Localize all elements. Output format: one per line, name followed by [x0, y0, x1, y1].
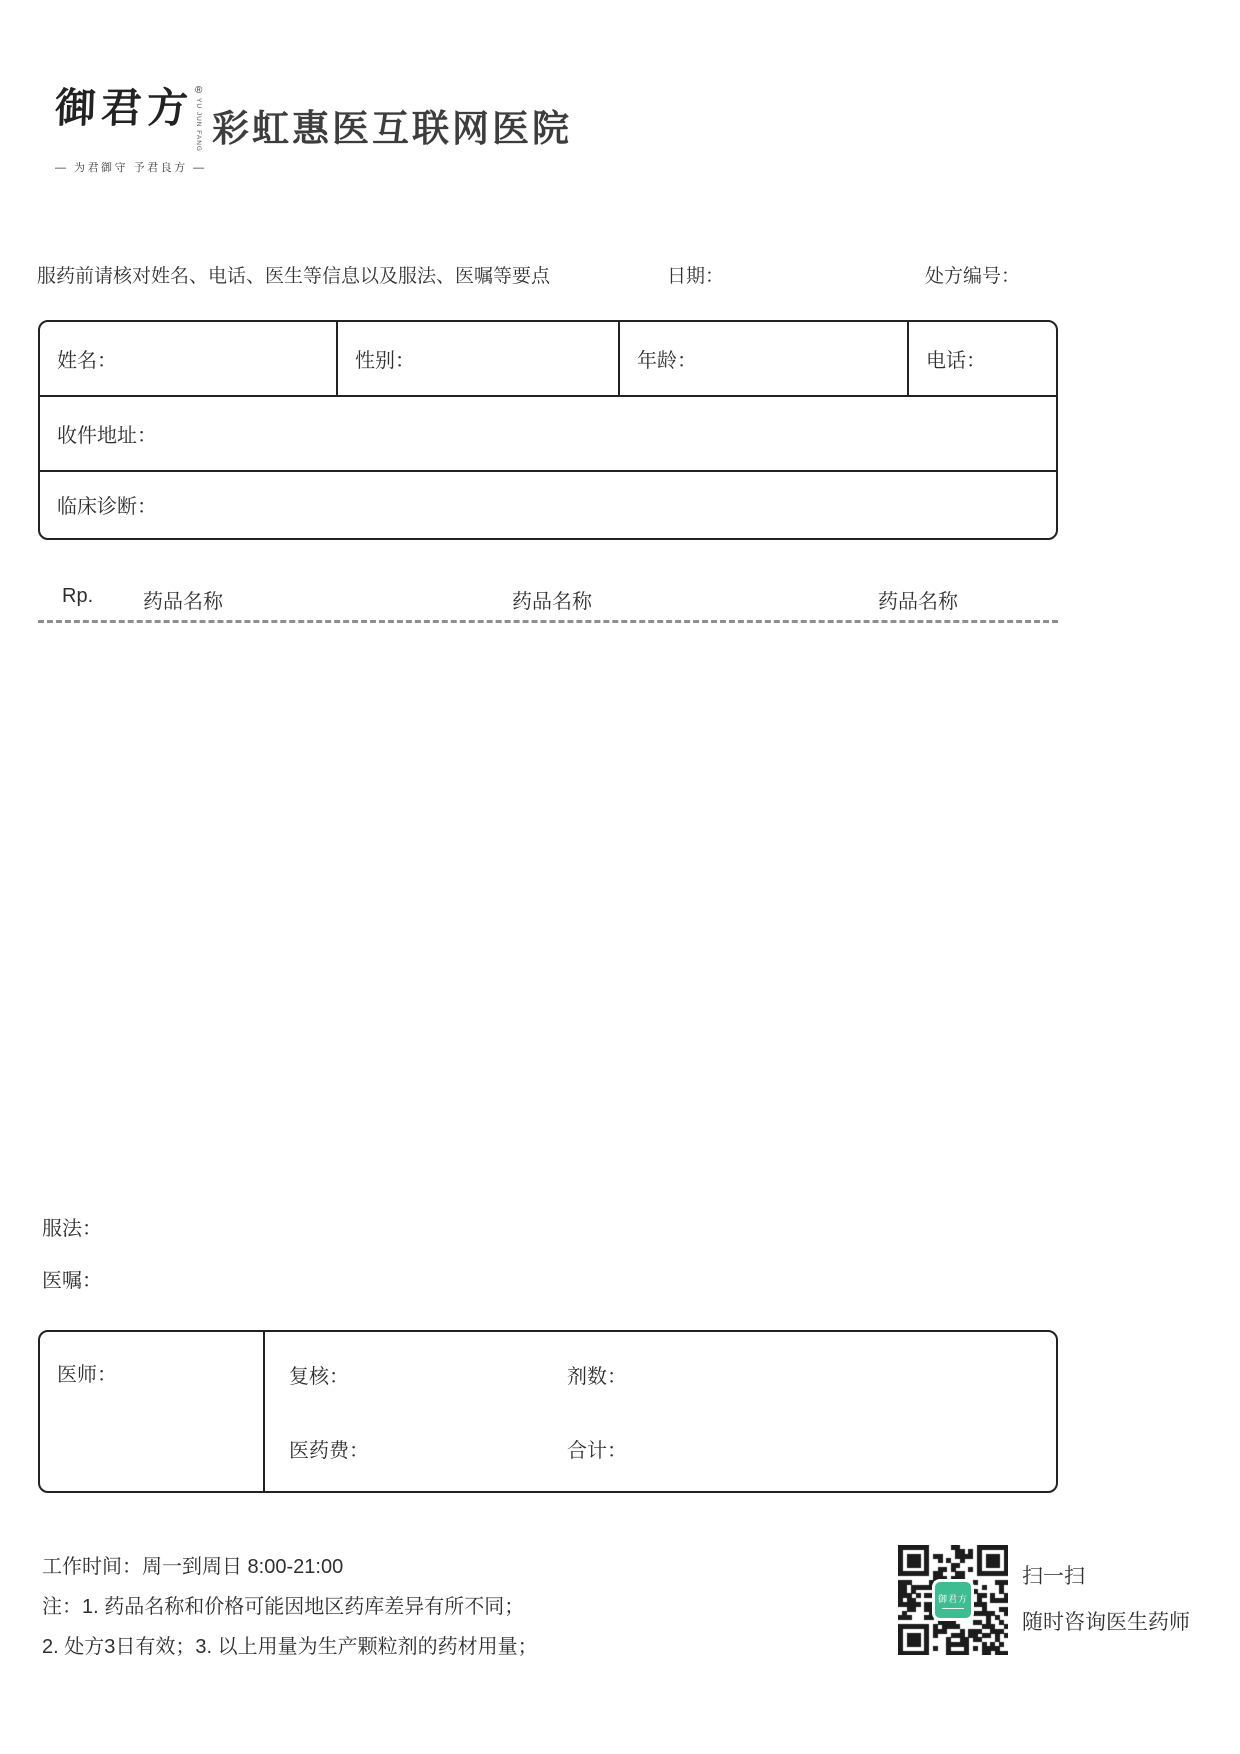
advice-label: 医嘱：	[42, 1270, 102, 1292]
scan-hint-desc: 随时咨询医生药师	[1022, 1611, 1190, 1634]
qr-center-rule	[942, 1608, 964, 1609]
qr-center-logo	[932, 1579, 974, 1621]
phone-field-label: 电话：	[926, 350, 986, 372]
total-field-label: 合计：	[567, 1440, 627, 1462]
scan-hint-title: 扫一扫	[1022, 1565, 1085, 1588]
brand-name-latin: YU JUN FANG	[195, 98, 203, 152]
rp-label: Rp.	[62, 585, 94, 607]
precheck-notice: 服药前请核对姓名、电话、医生等信息以及服法、医嘱等要点	[37, 266, 551, 287]
date-label: 日期：	[667, 266, 725, 287]
address-field-label: 收件地址：	[57, 425, 157, 447]
medicine-fee-field-label: 医药费：	[289, 1440, 369, 1462]
signature-box	[38, 1330, 1058, 1493]
drug-column-header-3: 药品名称	[878, 591, 958, 613]
registered-trademark-icon: ®	[195, 85, 203, 96]
doctor-field-label: 医师：	[57, 1364, 117, 1386]
drug-column-header-1: 药品名称	[143, 591, 223, 613]
qr-center-text: 御君方	[937, 1593, 968, 1604]
gender-field	[336, 322, 618, 395]
note-line-2: 2. 处方3日有效；3. 以上用量为生产颗粒剂的药材用量；	[42, 1636, 538, 1658]
brand-tagline: — 为君御守 予君良方 —	[55, 161, 207, 174]
dose-count-field-label: 剂数：	[567, 1366, 627, 1388]
patient-fields-row	[40, 322, 1056, 397]
patient-info-box	[38, 320, 1058, 540]
work-hours-text: 工作时间：周一到周日 8:00-21:00	[42, 1556, 344, 1578]
review-fee-cell	[265, 1332, 1056, 1491]
age-field-label: 年龄：	[637, 350, 697, 372]
age-field	[618, 322, 907, 395]
name-field-label: 姓名：	[57, 350, 117, 372]
drug-column-header-2: 药品名称	[512, 591, 592, 613]
doctor-cell	[40, 1332, 265, 1491]
usage-label: 服法：	[42, 1218, 102, 1240]
review-field-label: 复核：	[289, 1366, 349, 1388]
brand-logo	[55, 86, 207, 175]
diagnosis-field	[40, 472, 1056, 536]
dashed-separator	[38, 620, 1058, 623]
gender-field-label: 性别：	[355, 350, 415, 372]
note-line-1: 注：1. 药品名称和价格可能因地区药库差异有所不同；	[42, 1596, 525, 1618]
hospital-title: 彩虹惠医互联网医院	[212, 107, 572, 150]
name-field	[40, 322, 336, 395]
brand-name: 御君方	[54, 84, 194, 132]
phone-field	[907, 322, 1056, 395]
diagnosis-field-label: 临床诊断：	[57, 495, 157, 518]
address-field	[40, 397, 1056, 472]
qr-code	[898, 1545, 1008, 1655]
rx-number-label: 处方编号：	[925, 266, 1021, 287]
